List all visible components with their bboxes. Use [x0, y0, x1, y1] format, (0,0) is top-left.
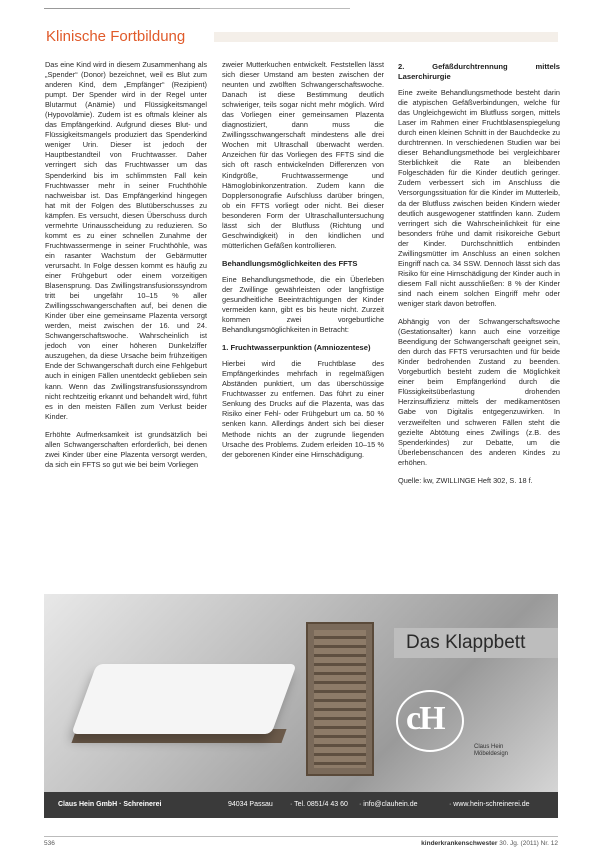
- folding-bed-cabinet: [306, 622, 374, 776]
- journal-issue: 30. Jg. (2011) Nr. 12: [499, 840, 558, 847]
- ad-contact-bar: [44, 792, 558, 818]
- page-number: 536: [44, 840, 55, 847]
- company-logo: [396, 690, 464, 752]
- ad-title-box: [394, 628, 558, 658]
- section-header-bar: [214, 32, 558, 42]
- journal-footer: [421, 840, 558, 847]
- paragraph: zweier Mutterkuchen entwickelt. Feststellen lässt sich dieser Umstand am besten zwischen der neunten und zwölften Schwangerschaftswoche. Danach ist diese Bestimmung deutlich schwieriger, teils sogar nicht mehr möglich. Wird das Vorliegen einer gemeinsamen Plazenta diagnostiziert, dann muss die Zwillingsschwangerschaft mindestens alle drei Wochen mit Ultraschall überwacht werden. Anzeichen für das Vorliegen des FFTS sind die sich oft rasch entwickelnden Differenzen von Kindgröße, Fruchtwassermenge und Hämoglobinkonzentration. Zudem kann die Dopplersonografie Aufschluss darüber bringen, ob ein FFTS vorliegt oder nicht. Bei dieser besonderen Form der Ultraschalluntersuchung lässt sich der Blutfluss (Richtung und Geschwindigkeit) in den kindlichen und mütterlichen Gefäßen kontrollieren.: [222, 60, 384, 250]
- subheading-treatment: Behandlungsmöglichkeiten des FFTS: [222, 258, 358, 268]
- ad-company: Claus Hein GmbH · Schreinerei: [58, 801, 162, 808]
- ad-web-link[interactable]: · www.hein-schreinerei.de: [449, 801, 530, 808]
- source-note: Quelle: kw, ZWILLINGE Heft 302, S. 18 f.: [398, 475, 533, 485]
- column-2: [222, 60, 384, 468]
- subheading-laser: 2. Gefäßdurchtrennung mittels Laserchirurgie: [398, 62, 560, 81]
- ad-title: Das Klappbett: [406, 632, 526, 653]
- paragraph: Das eine Kind wird in diesem Zusammenhang als „Spender“ (Donor) bezeichnet, weil es Blut zum anderen Kind, dem „Empfänger“ (Rezipient) pumpt. Der Spender wird in der Regel unter Blutarmut (Anämie) und Flüssigkeitsmangel (Hypovolämie). Zudem ist es oftmals kleiner als das Empfängerkind. Aufgrund dieses Blut- und Flüssigkeitsmangels produziert das Spenderkind weniger Urin. Dieser ist jedoch der Hauptbestandteil von Fruchtwasser. Daher verringert sich das Fruchtwasser um das Spenderkind bis im schlimmsten Fall kein Fruchtwasser mehr in seiner Fruchthöhle nachweisbar ist. Das Empfängerkind hingegen hat mit der Folgen des Blutüberschusses zu kämpfen. Es versucht, diesen Überschuss durch vermehrte Urinausscheidung zu reduzieren. So kommt es zu einer schnellen Zunahme der Fruchtwassermenge in seiner Fruchthöhle, was ein rasanter Wachstum der Gebärmutter verursacht. In Folge dessen kommt es häufig zu einer Frühgeburt oder einem vorzeitigen Blasensprung. Das Zwillingstransfusionssyndrom tritt bei ungefähr 10–15 % aller Zwillingsschwangerschaften auf, bei denen die Kinder über eine gemeinsame Plazenta versorgt werden, meist zwischen der 16. und 24. Schwangerschaftswoche. Wahrscheinlich ist jedoch von einer höheren Dunkelziffer auszugehen, da diese Ursache beim frühzeitigen Ende der Schwangerschaft durch eine Fehlgeburt auch in einigen Fällen unentdeckt geblieben sein kann. Wenn das Zwillingstransfusionssyndrom nicht rechtzeitig erkannt und behandelt wird, führt es in den meisten Fällen zum Verlust beider Kinder.: [45, 60, 207, 421]
- footer-rule: [44, 836, 558, 837]
- ad-city: 94034 Passau: [228, 801, 273, 808]
- column-1: [45, 60, 207, 478]
- paragraph: Hierbei wird die Fruchtblase des Empfängerkindes mehrfach in regelmäßigen Abständen punktiert, um das überschüssige Fruchtwasser zu entfernen. Das führt zu einer Senkung des Drucks auf die Plazenta, was das Risiko einer Fehl- oder Frühgeburt um ca. 50 % senken kann. Allerdings ändert sich bei dieser Methode nichts an der zugrunde liegenden Ursache des Problems. Zudem erleiden 10–15 % der geborenen Kinder eine Hirnschädigung.: [222, 359, 384, 459]
- header-rule-secondary: [200, 8, 350, 9]
- paragraph: Abhängig von der Schwangerschaftswoche (Gestationsalter) kann auch eine vorzeitige Beendigung der Schwangerschaft geeignet sein, den durch das FFTS verursachten und für beide Kinder bedrohenden Zustand zu beenden. Vorgeburtlich besteht zudem die Möglichkeit einer beim Empfängerkind durch die Flüssigkeitsüberlastung drohenden Herzinsuffizienz mittels der medikamentösen Gabe von Digitalis entgegenzuwirken. In verzweifelten und schweren Fällen steht die gezielte Abtötung eines Zwillings (z.B. des Spenderkindes) zur Debatte, um die Überlebenschancen des anderen Kindes zu erhöhen.: [398, 317, 560, 467]
- ad-email-link[interactable]: · info@clauhein.de: [359, 801, 418, 808]
- logo-caption: Claus Hein Möbeldesign: [474, 744, 509, 757]
- paragraph: Eine Behandlungsmethode, die ein Überleben der Zwillinge gewährleisten oder langfristige gesundheitliche Beeinträchtigungen der Kinder vermeiden kann, gibt es bis heute nicht. Zurzeit kommen zwei vorgeburtliche Behandlungsmöglichkeiten in Betracht:: [222, 274, 384, 335]
- bed-mattress: [71, 664, 296, 734]
- subheading-amniocentesis: 1. Fruchtwasserpunktion (Amniozentese): [222, 343, 371, 353]
- company-logo-text: cH: [406, 700, 444, 737]
- journal-name: kinderkrankenschwester: [421, 840, 498, 847]
- ad-phone[interactable]: · Tel. 0851/4 43 60: [290, 801, 348, 808]
- advertisement[interactable]: [27, 594, 558, 818]
- section-title: Klinische Fortbildung: [46, 28, 186, 45]
- paragraph: Erhöhte Aufmerksamkeit ist grundsätzlich bei allen Schwangerschaften erforderlich, bei denen zwei Kinder über eine Plazenta versorgt werden, da sich ein FFTS so gut wie bei beim Vorliegen: [45, 429, 207, 469]
- section-header: [44, 24, 558, 50]
- photo-credit: Foto: Claus Hein: [27, 738, 34, 776]
- paragraph: Eine zweite Behandlungsmethode besteht darin die atypischen Gefäßverbindungen, welche für das Ungleichgewicht im Blutfluss sorgen, mittels Laser im Rahmen einer Fruchtblasenspiegelung durch einen kleinen Schnitt in der Bauchdecke zu durchtrennen. In verschiedenen Studien war bei dieser Behandlungsmethode bei vergleichbarer Sterblichkeit die Rate an bleibenden Folgeschäden für die Kinder deutlich geringer. Zudem verbessert sich im Anschluss die Versorgungssituation für die Kinder im Mutterleib, da der Blutfluss zwischen beiden Kindern wieder deutlich ausgewogener stattfinden kann. Zudem verringert sich die Wahrscheinlichkeit für eine besonders frühe und damit risikoreiche Geburt der Kinder. Durchschnittlich entbinden Zwillingsmütter im Anschluss an einen solchen Eingriff nach ca. 34 SSW. Dennoch lässt sich das Risiko für eine Hirnschädigung der Kinder auch in diesem Fall nicht ausschließen: 8 % der Kinder sind nach einem solchen Eingriff mehr oder weniger stark davon betroffen.: [398, 88, 560, 308]
- ad-photo: [27, 594, 558, 792]
- column-3: [398, 60, 560, 494]
